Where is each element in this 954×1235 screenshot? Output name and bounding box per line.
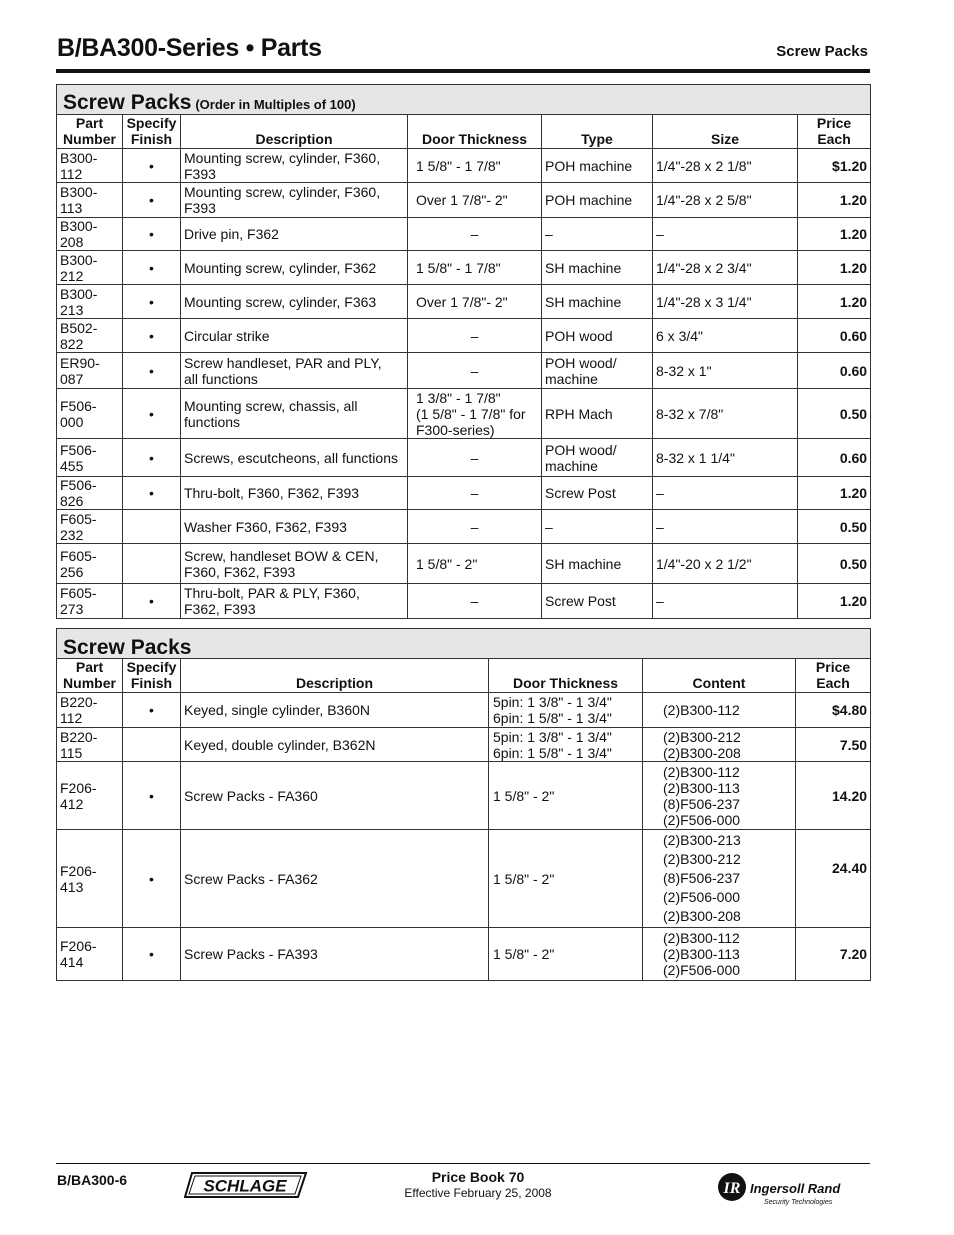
size: –: [653, 510, 798, 544]
description: [181, 389, 408, 439]
cell-line: (8)F506-237: [663, 795, 741, 812]
cell-line: POH machine: [545, 192, 633, 208]
table-row: [57, 353, 871, 389]
content: [643, 762, 796, 830]
part-number: B220-112: [57, 693, 123, 728]
size: 1/4"-28 x 2 5/8": [653, 183, 798, 218]
finish-mark: [123, 544, 181, 584]
cell-line: (2)B300-113: [663, 779, 740, 796]
finish-mark: •: [123, 218, 181, 251]
price: 0.50: [798, 389, 871, 439]
table-row: [57, 928, 871, 981]
cell-line: 1 5/8" - 1 7/8": [416, 157, 501, 174]
size: 1/4"-28 x 2 1/8": [653, 149, 798, 183]
description: [181, 544, 408, 584]
cell-line: POH wood/: [545, 354, 617, 371]
cell-line: Drive pin, F362: [184, 226, 279, 242]
cell-line: F360, F362, F393: [184, 563, 296, 580]
door-thickness: [408, 149, 542, 183]
table-row: [57, 584, 871, 619]
door-thickness: [408, 510, 542, 544]
cell-line: (2)B300-213: [663, 832, 741, 848]
part-type: [542, 149, 653, 183]
svg-text:SCHLAGE: SCHLAGE: [203, 1176, 287, 1196]
effective-date: Effective February 25, 2008: [404, 1186, 552, 1200]
col-door-thickness: Door Thickness: [489, 659, 643, 693]
part-number: B300-113: [57, 183, 123, 218]
table-row: [57, 183, 871, 218]
size: 8-32 x 7/8": [653, 389, 798, 439]
price: $1.20: [798, 149, 871, 183]
col-part-number: Part Number: [57, 115, 123, 149]
content: [643, 928, 796, 981]
price: 0.60: [798, 319, 871, 353]
cell-line: 1 5/8" - 1 7/8": [416, 259, 501, 276]
cell-line: Screw Post: [545, 485, 616, 501]
part-number: B300-213: [57, 285, 123, 319]
col-door-thickness: Door Thickness: [408, 115, 542, 149]
finish-mark: •: [123, 439, 181, 477]
price: 7.50: [796, 728, 871, 762]
cell-line: –: [545, 226, 553, 242]
content: [643, 830, 796, 928]
door-thickness: [489, 693, 643, 728]
price: 0.50: [798, 510, 871, 544]
cell-line: Mounting screw, cylinder, F360,: [184, 184, 381, 200]
door-thickness: [408, 285, 542, 319]
table-row: [57, 544, 871, 584]
col-price-each: Price Each: [796, 659, 871, 693]
cell-line: –: [470, 362, 479, 379]
part-type: [542, 251, 653, 285]
price: 1.20: [798, 218, 871, 251]
part-number: B220-115: [57, 728, 123, 762]
cell-line: F393: [184, 200, 216, 216]
part-number: ER90-087: [57, 353, 123, 389]
description: Keyed, double cylinder, B362N: [181, 728, 489, 762]
door-thickness: [489, 928, 643, 981]
door-thickness: [408, 584, 542, 619]
part-type: [542, 584, 653, 619]
col-content: Content: [643, 659, 796, 693]
description: Keyed, single cylinder, B360N: [181, 693, 489, 728]
cell-line: 1 5/8" - 2": [416, 555, 478, 572]
content: [643, 693, 796, 728]
cell-line: SH machine: [545, 293, 622, 310]
door-thickness: [408, 353, 542, 389]
cell-line: –: [545, 518, 553, 535]
finish-mark: •: [123, 830, 181, 928]
col-specify-finish: Specify Finish: [123, 659, 181, 693]
cell-line: Over 1 7/8"- 2": [416, 293, 508, 310]
cell-line: machine: [545, 370, 598, 387]
description: [181, 149, 408, 183]
cell-line: SH machine: [545, 259, 622, 276]
part-number: B502-822: [57, 319, 123, 353]
cell-line: (2)B300-212: [663, 728, 741, 745]
ingersoll-rand-logo: [716, 1171, 854, 1207]
part-number: B300-212: [57, 251, 123, 285]
description: [181, 477, 408, 510]
part-type: [542, 319, 653, 353]
price: 1.20: [798, 584, 871, 619]
cell-line: –: [470, 327, 479, 344]
cell-line: Circular strike: [184, 327, 270, 344]
col-specify-finish: Specify Finish: [123, 115, 181, 149]
description: Screw Packs - FA393: [181, 928, 489, 981]
price: 7.20: [796, 928, 871, 981]
cell-line: F362, F393: [184, 601, 256, 617]
price: 1.20: [798, 183, 871, 218]
table-row: [57, 285, 871, 319]
cell-line: –: [470, 449, 479, 466]
cell-line: (2)B300-212: [663, 851, 741, 867]
table-row: [57, 762, 871, 830]
table2-caption: Screw Packs: [57, 629, 871, 659]
part-type: [542, 439, 653, 477]
part-number: F605-273: [57, 584, 123, 619]
size: 1/4"-28 x 3 1/4": [653, 285, 798, 319]
part-type: [542, 510, 653, 544]
door-thickness: [489, 762, 643, 830]
price: 1.20: [798, 477, 871, 510]
cell-line: 1 3/8" - 1 7/8": [416, 389, 501, 406]
size: –: [653, 584, 798, 619]
finish-mark: •: [123, 285, 181, 319]
part-number: F206-413: [57, 830, 123, 928]
door-thickness: [489, 728, 643, 762]
part-type: [542, 218, 653, 251]
finish-mark: •: [123, 149, 181, 183]
description: [181, 510, 408, 544]
price: 24.40: [796, 830, 871, 928]
door-thickness: [408, 251, 542, 285]
price: 0.50: [798, 544, 871, 584]
finish-mark: •: [123, 477, 181, 510]
door-thickness: [408, 389, 542, 439]
cell-line: Thru-bolt, PAR & PLY, F360,: [184, 585, 360, 601]
finish-mark: [123, 510, 181, 544]
cell-line: (2)B300-113: [663, 946, 740, 962]
price: 14.20: [796, 762, 871, 830]
col-description: Description: [181, 115, 408, 149]
finish-mark: •: [123, 693, 181, 728]
cell-line: Screw Post: [545, 593, 616, 609]
description: Screw Packs - FA362: [181, 830, 489, 928]
finish-mark: [123, 728, 181, 762]
cell-line: –: [470, 226, 479, 242]
door-thickness: [408, 544, 542, 584]
size: –: [653, 477, 798, 510]
part-type: [542, 389, 653, 439]
section-label: Screw Packs: [776, 43, 868, 60]
cell-line: (2)B300-112: [663, 763, 740, 780]
table-row: [57, 439, 871, 477]
col-price-each: Price Each: [798, 115, 871, 149]
cell-line: Screw handleset, PAR and PLY,: [184, 354, 382, 371]
door-thickness: [408, 477, 542, 510]
content: [643, 728, 796, 762]
table1-caption: Screw Packs (Order in Multiples of 100): [57, 85, 871, 115]
door-thickness: [489, 830, 643, 928]
cell-line: Washer F360, F362, F393: [184, 518, 347, 535]
cell-line: (8)F506-237: [663, 870, 741, 886]
size: –: [653, 218, 798, 251]
part-type: [542, 285, 653, 319]
cell-line: (1 5/8" - 1 7/8" for: [416, 405, 526, 422]
part-number: B300-208: [57, 218, 123, 251]
part-type: [542, 183, 653, 218]
table-row: [57, 510, 871, 544]
col-size: Size: [653, 115, 798, 149]
part-number: B300-112: [57, 149, 123, 183]
col-description: Description: [181, 659, 489, 693]
part-number: F506-826: [57, 477, 123, 510]
cell-line: (2)B300-208: [663, 908, 741, 924]
cell-line: functions: [184, 413, 241, 430]
part-number: F206-412: [57, 762, 123, 830]
svg-text:Ingersoll Rand: Ingersoll Rand: [750, 1181, 841, 1196]
cell-line: all functions: [184, 370, 258, 387]
table-row: [57, 218, 871, 251]
size: 8-32 x 1 1/4": [653, 439, 798, 477]
page-number: B/BA300-6: [57, 1172, 128, 1188]
cell-line: (2)B300-112: [663, 702, 740, 718]
description: [181, 285, 408, 319]
col-type: Type: [542, 115, 653, 149]
table-row: [57, 389, 871, 439]
cell-line: Screws, escutcheons, all functions: [184, 449, 398, 466]
cell-line: POH machine: [545, 157, 633, 174]
col-part-number: Part Number: [57, 659, 123, 693]
finish-mark: •: [123, 389, 181, 439]
cell-line: Mounting screw, cylinder, F362: [184, 259, 377, 276]
cell-line: (2)B300-208: [663, 744, 741, 761]
finish-mark: •: [123, 319, 181, 353]
cell-line: 5pin: 1 3/8" - 1 3/4": [493, 694, 612, 710]
table-row: [57, 149, 871, 183]
size: 8-32 x 1": [653, 353, 798, 389]
table-row: [57, 830, 871, 928]
cell-line: RPH Mach: [545, 405, 613, 422]
table-row: [57, 319, 871, 353]
cell-line: 1 5/8" - 2": [493, 787, 555, 804]
part-type: [542, 477, 653, 510]
part-number: F206-414: [57, 928, 123, 981]
door-thickness: [408, 183, 542, 218]
finish-mark: •: [123, 584, 181, 619]
cell-line: F300-series): [416, 421, 495, 438]
price: $4.80: [796, 693, 871, 728]
part-number: F506-455: [57, 439, 123, 477]
description: [181, 584, 408, 619]
cell-line: machine: [545, 457, 598, 474]
price-book: Price Book 70: [431, 1169, 525, 1185]
finish-mark: •: [123, 251, 181, 285]
description: [181, 439, 408, 477]
size: 1/4"-28 x 2 3/4": [653, 251, 798, 285]
part-type: [542, 353, 653, 389]
cell-line: 5pin: 1 3/8" - 1 3/4": [493, 728, 612, 745]
cell-line: 6pin: 1 5/8" - 1 3/4": [493, 710, 612, 726]
cell-line: POH wood/: [545, 441, 617, 458]
size: 1/4"-20 x 2 1/2": [653, 544, 798, 584]
cell-line: SH machine: [545, 555, 622, 572]
part-number: F605-232: [57, 510, 123, 544]
cell-line: (2)F506-000: [663, 889, 741, 905]
cell-line: –: [470, 485, 479, 501]
price: 0.60: [798, 439, 871, 477]
table-row: [57, 251, 871, 285]
cell-line: 1 5/8" - 2": [493, 870, 555, 887]
finish-mark: •: [123, 183, 181, 218]
cell-line: Screw, handleset BOW & CEN,: [184, 547, 379, 564]
description: [181, 353, 408, 389]
cell-line: Mounting screw, cylinder, F360,: [184, 149, 381, 166]
header-rule: [56, 69, 870, 73]
cell-line: (2)F506-000: [663, 811, 741, 828]
cell-line: –: [470, 518, 479, 535]
description: [181, 183, 408, 218]
table-row: [57, 477, 871, 510]
price: 1.20: [798, 251, 871, 285]
door-thickness: [408, 439, 542, 477]
screw-parts-table: [56, 84, 871, 619]
finish-mark: •: [123, 928, 181, 981]
cell-line: Mounting screw, chassis, all: [184, 397, 358, 414]
svg-text:Security Technologies: Security Technologies: [764, 1199, 833, 1206]
cell-line: F393: [184, 165, 216, 182]
price: 0.60: [798, 353, 871, 389]
part-number: F506-000: [57, 389, 123, 439]
cell-line: –: [470, 593, 479, 609]
finish-mark: •: [123, 762, 181, 830]
page-title: B/BA300-Series • Parts: [57, 34, 322, 62]
cell-line: 1 5/8" - 2": [493, 946, 555, 962]
cell-line: Mounting screw, cylinder, F363: [184, 293, 377, 310]
cell-line: (2)B300-112: [663, 930, 740, 946]
cell-line: (2)F506-000: [663, 962, 741, 978]
svg-text:IR: IR: [723, 1180, 741, 1197]
screw-packs-table: [56, 628, 871, 981]
cell-line: Thru-bolt, F360, F362, F393: [184, 485, 360, 501]
finish-mark: •: [123, 353, 181, 389]
part-number: F605-256: [57, 544, 123, 584]
footer-rule: [56, 1163, 870, 1164]
schlage-logo: [184, 1171, 308, 1199]
description: [181, 251, 408, 285]
description: [181, 319, 408, 353]
table-row: [57, 693, 871, 728]
description: Screw Packs - FA360: [181, 762, 489, 830]
door-thickness: [408, 319, 542, 353]
cell-line: 6pin: 1 5/8" - 1 3/4": [493, 744, 612, 761]
cell-line: POH wood: [545, 327, 613, 344]
table-row: [57, 728, 871, 762]
cell-line: Over 1 7/8"- 2": [416, 192, 508, 208]
door-thickness: [408, 218, 542, 251]
price: 1.20: [798, 285, 871, 319]
size: 6 x 3/4": [653, 319, 798, 353]
part-type: [542, 544, 653, 584]
description: [181, 218, 408, 251]
